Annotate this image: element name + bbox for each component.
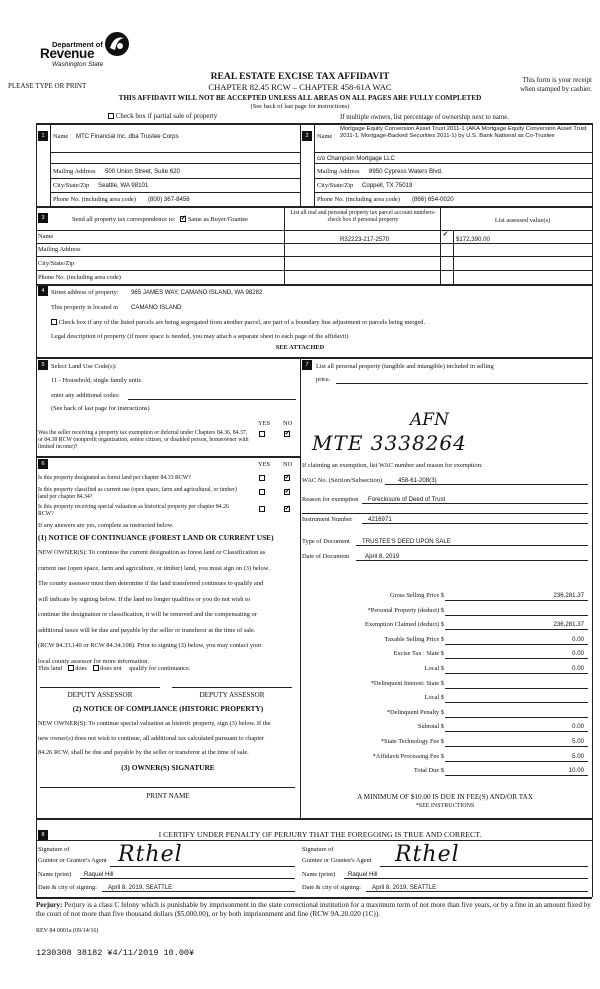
form-border-right-main	[592, 357, 593, 818]
fee-label: Exemption Claimed (deduct) $	[365, 621, 444, 629]
revenue-logo	[40, 31, 135, 71]
fee-label: Subtotal $	[417, 723, 444, 731]
grantor-signature[interactable]: Rthel	[118, 842, 183, 867]
notice1-line: NEW OWNER(S): To continue the current designation as forest land or Classification as	[38, 549, 266, 556]
seller-mailing-label: Mailing Address	[53, 168, 96, 175]
sec1-line-3	[50, 178, 300, 179]
notice1-line: will indicate by signing below. If the land no longer qualifies or you do not wish to	[38, 595, 251, 603]
buyer-city-label: City/State/Zip	[317, 182, 354, 189]
legal-description-label: Legal description of property (if more space is needed, you may attach a separate sheet to each page of the affidavit)	[51, 333, 349, 340]
land-use-see-back: (See back of last page for instructions)	[51, 405, 150, 412]
doc-type-label: Type of Document	[302, 538, 350, 545]
fee-value[interactable]: 236,281.37	[553, 592, 584, 599]
does-not-checkbox[interactable]	[93, 665, 99, 671]
partial-sale-row	[108, 112, 217, 120]
qualify-label: qualify for continuance.	[129, 665, 191, 672]
personal-property-checkbox-cell	[443, 233, 449, 241]
parcel-number-value[interactable]: R32223-217-2570	[340, 236, 390, 243]
buyer-phone-label: Phone No. (including area code)	[317, 196, 400, 203]
sec3-line-1	[36, 230, 592, 231]
grantee-agent-label: Grantee or Grantee's Agent	[302, 857, 372, 864]
logo-swirl-icon	[104, 31, 130, 57]
tax-name-label: Name	[38, 233, 54, 240]
historic-yes-cell	[259, 506, 265, 514]
sec1-line-1	[50, 152, 300, 153]
current-use-no-checkbox[interactable]	[284, 489, 290, 495]
land-use-label: Select Land Use Code(s):	[51, 363, 117, 370]
seller-city-label: City/State/Zip	[53, 182, 90, 189]
section-2-number: 2	[302, 131, 312, 141]
fee-label: *Personal Property (deduct) $	[367, 606, 444, 614]
historic-question: Is this property receiving special valuation as historical property per chapter 84.26 RCW?	[38, 504, 229, 517]
land-use-value[interactable]: 11 - Household, single family units	[51, 377, 141, 384]
notice2-line: 84.26 RCW, shall be due and payable by the seller or transferor at the time of sale.	[38, 749, 249, 756]
if-yes-note: If any answers are yes, complete as instructed below.	[38, 522, 174, 529]
seller-phone-value[interactable]: (800) 367-8456	[148, 196, 190, 203]
exemption-no-checkbox[interactable]	[284, 431, 290, 437]
grantee-name-line	[344, 878, 588, 879]
deputy-line-2	[172, 687, 292, 688]
doc-type-value[interactable]: TRUSTEE'S DEED UPON SALE	[362, 538, 451, 545]
personal-property-checkbox[interactable]	[443, 233, 449, 239]
personal-property-line	[336, 383, 588, 384]
this-land-label: This land	[38, 665, 62, 672]
fee-row	[302, 751, 588, 766]
fee-value[interactable]: 10.00	[568, 767, 584, 775]
notice-compliance-title: (2) NOTICE OF COMPLIANCE (HISTORIC PROPERTY)	[72, 704, 264, 713]
historic-no-cell	[284, 506, 290, 514]
deputy-assessor-1: DEPUTY ASSESSOR	[67, 691, 133, 699]
does-checkbox[interactable]	[68, 665, 74, 671]
fee-value[interactable]: 0.00	[572, 650, 584, 658]
fee-value[interactable]: 0.00	[572, 635, 584, 643]
doc-date-value[interactable]: April 8, 2019	[365, 553, 400, 560]
grantee-name-value[interactable]: Raquel Hill	[348, 871, 378, 878]
parcel-list-header: List all real and personal property tax parcel account numbers-check box if personal property	[290, 210, 436, 223]
buyer-co-value[interactable]: c/o Champion Mortgage LLC	[317, 155, 395, 162]
fee-row	[302, 605, 588, 620]
sec3-bottom-border	[36, 284, 592, 286]
current-use-yes-checkbox[interactable]	[259, 489, 265, 495]
fee-line	[445, 600, 588, 601]
fee-value[interactable]: 0.00	[572, 723, 584, 731]
fee-line	[445, 761, 588, 762]
sec8-right-border	[592, 818, 593, 897]
reason-line-1	[362, 503, 588, 504]
does-label: does	[75, 665, 87, 672]
buyer-name-label: Name	[317, 133, 333, 140]
fee-line	[445, 644, 588, 645]
fee-label: *Delinquent Penalty $	[386, 708, 444, 716]
sec4-bottom-border	[36, 357, 592, 359]
fee-label: Taxable Selling Price $	[384, 635, 444, 643]
exemption-yes-cell	[259, 431, 265, 439]
notice-continuance-title: (1) NOTICE OF CONTINUANCE (FOREST LAND OR CURRENT USE)	[38, 533, 274, 542]
see-instructions-note: *SEE INSTRUCTIONS	[415, 803, 475, 809]
sec6-no-header: NO	[283, 461, 293, 468]
see-back-note: (See back of last page for instructions)	[250, 103, 350, 110]
notice1-line: The county assessor must then determine if the land transferred continues to qualify and	[38, 580, 264, 587]
exemption-yes-checkbox[interactable]	[259, 431, 265, 437]
logo-line3: Washington State	[52, 61, 104, 68]
sec3-line-2	[36, 243, 592, 244]
grantee-date-line	[366, 891, 588, 892]
reason-line-2	[302, 513, 588, 514]
forest-yes-checkbox[interactable]	[259, 475, 265, 481]
fee-row	[302, 736, 588, 751]
deputy-assessor-2: DEPUTY ASSESSOR	[199, 691, 265, 699]
fee-row	[302, 765, 588, 780]
notice1-line: current use (open space, farm and agriculture, or timber) land, you must sign on (3) below.	[38, 564, 270, 572]
fee-row	[302, 663, 588, 678]
grantee-name-label: Name (print)	[302, 871, 336, 878]
current-use-no-cell	[284, 489, 290, 497]
sec7-bottom-border	[36, 818, 592, 820]
does-not-label: does not	[100, 665, 122, 672]
sec3-divider-2	[440, 206, 441, 284]
buyer-city-value[interactable]: Coppell, TX 75019	[362, 182, 413, 189]
personal-property-price-label: price.	[316, 376, 331, 383]
sec8-left-border	[36, 818, 37, 897]
wac-line	[385, 484, 588, 485]
sec2-line-4	[314, 192, 592, 193]
sec5-yes-header: YES	[258, 420, 271, 427]
sec-divider-1-2	[300, 123, 301, 206]
sec2-line-1	[314, 152, 592, 153]
notice1-line: additional taxes will be due and payable by the seller or transferor at the time of sale.	[38, 626, 256, 634]
form-number: REV 84 0001a (09/14/16)	[36, 928, 99, 934]
notice2-line: NEW OWNER(S): To continue special valuation as historic property, sign (3) below. If the	[38, 720, 271, 727]
certify-line	[36, 840, 592, 841]
notice1-line: (RCW 84.33.140 or RCW 84.34.108). Prior to signing (3) below, you may contact your	[38, 642, 262, 649]
this-land-row	[38, 665, 190, 673]
assessed-value[interactable]: $172,390.00	[456, 236, 490, 243]
owner-signature-line	[40, 787, 295, 788]
grantor-date-value[interactable]: April 8, 2019, SEATTLE	[108, 884, 173, 891]
handwritten-mte-number: MTE 3338264	[312, 431, 467, 455]
multiple-owners-note: If multiple owners, list percentage of ownership next to name.	[340, 114, 509, 121]
grantee-signature[interactable]: Rthel	[395, 842, 460, 867]
fee-row	[302, 590, 588, 605]
sec1-line-2	[50, 163, 300, 164]
grantee-date-value[interactable]: April 8, 2019, SEATTLE	[372, 884, 437, 891]
seller-mailing-value[interactable]: 500 Union Street, Suite 620	[105, 168, 180, 175]
additional-codes-line	[128, 399, 296, 400]
form-border-right-3	[592, 206, 593, 284]
send-correspondence-label: Send all property tax correspondence to:	[72, 216, 176, 223]
forest-no-checkbox[interactable]	[284, 475, 290, 481]
historic-yes-checkbox[interactable]	[259, 506, 265, 512]
seller-name-value[interactable]: MTC Financial Inc. dba Trustee Corps	[76, 133, 179, 140]
form-warning: THIS AFFIDAVIT WILL NOT BE ACCEPTED UNLESS ALL AREAS ON ALL PAGES ARE FULLY COMPLETED	[118, 94, 482, 102]
seller-city-value[interactable]: Seattle, WA 98101	[98, 182, 149, 189]
partial-sale-label: Check box if partial sale of property	[115, 112, 218, 120]
segregated-checkbox[interactable]	[51, 319, 57, 325]
current-use-question: Is this property classified as current use (open space, farm and agricultural, or timber) land per chapter 84.34?	[38, 487, 237, 500]
fee-value[interactable]: 5.00	[572, 737, 584, 745]
fee-row	[302, 678, 588, 693]
grantor-date-line	[102, 891, 295, 892]
form-title: REAL ESTATE EXCISE TAX AFFIDAVIT	[210, 71, 390, 82]
fee-value[interactable]: 5.00	[572, 752, 584, 760]
fee-table	[302, 590, 588, 780]
sec2-line-3	[314, 178, 592, 179]
fee-label: Local $	[424, 694, 444, 702]
fee-line	[445, 658, 588, 659]
form-border-left-lower	[36, 767, 37, 818]
sec1-line-4	[50, 192, 300, 193]
send-correspondence-row	[72, 216, 248, 224]
fee-row	[302, 648, 588, 663]
grantor-signature-line	[110, 866, 295, 867]
grantee-signature-line	[380, 866, 588, 867]
sec3-left-border	[36, 206, 37, 284]
section-6-number: 6	[38, 459, 48, 469]
street-address-value[interactable]: 965 JAMES WAY, CAMANO ISLAND, WA 98282	[131, 289, 263, 296]
notice-continuance-text	[38, 549, 298, 673]
segregated-row	[51, 319, 425, 327]
tax-mailing-label: Mailing Address	[38, 246, 81, 253]
personal-property-label: List all personal property (tangible and intangible) included in selling	[316, 363, 494, 370]
fee-row	[302, 721, 588, 736]
section-3-number: 3	[38, 213, 48, 223]
instrument-line	[362, 523, 588, 524]
notice1-line: continue the designation or classification, it will be removed and the compensating or	[38, 611, 257, 618]
grantor-date-label: Date & city of signing:	[38, 884, 97, 891]
certify-statement: I CERTIFY UNDER PENALTY OF PERJURY THAT THE FOREGOING IS TRUE AND CORRECT.	[158, 830, 482, 839]
fee-label: Total Due $	[413, 767, 444, 775]
sec4-left-border	[36, 284, 37, 357]
grantee-date-label: Date & city of signing:	[302, 884, 361, 891]
doc-date-label: Date of Document	[302, 553, 350, 560]
form-border-right-top	[592, 123, 593, 206]
exemption-question: Was the seller receiving a property tax exemption or deferral under Chapters 84.36, 84.37, or 84.38 RCW (nonprofit organization, senior citizen, or disabled person, homeowner with limited income)?	[38, 430, 249, 450]
assessed-value-header: List assessed value(s)	[494, 217, 551, 224]
seller-name-label: Name	[53, 133, 69, 140]
partial-sale-checkbox[interactable]	[108, 113, 114, 119]
fee-line	[445, 775, 588, 776]
current-use-yes-cell	[259, 489, 265, 497]
located-in-value[interactable]: CAMANO ISLAND	[131, 304, 182, 311]
fee-label: Excise Tax : State $	[393, 650, 444, 658]
fee-line	[445, 629, 588, 630]
forest-no-cell	[284, 475, 290, 483]
print-name-label: PRINT NAME	[146, 792, 190, 800]
sec5-no-header: NO	[283, 420, 293, 427]
fee-label: Local $	[424, 664, 444, 672]
see-attached-value[interactable]: SEE ATTACHED	[275, 344, 325, 351]
minimum-due-note: A MINIMUM OF $10.00 IS DUE IN FEE(S) AND/OR TAX	[357, 793, 533, 801]
sec3-line-3	[36, 256, 592, 257]
grantor-name-label: Name (print)	[38, 871, 72, 878]
perjury-text: Perjury is a class C felony which is punishable by imprisonment in the state correctional institution for a maximum term of not more than five years, or by a fine in an amount fixed by the court of not more than five thousand dollars ($5,000.00), or by both imprisonment and fine (RCW 9A.20.020 (1C)).	[36, 901, 591, 918]
fee-label: *Delinquent Interest: State $	[370, 679, 444, 687]
fee-line	[445, 746, 588, 747]
segregated-label: Check box if any of the listed parcels are being segregated from another parcel, are part of a boundary line adjustment or parcels being merged.	[58, 319, 426, 326]
notice-compliance-text	[38, 720, 298, 764]
buyer-mailing-label: Mailing Address	[317, 168, 360, 175]
grantor-signature-label: Signature of	[38, 846, 70, 853]
reason-label: Reason for exemption	[302, 496, 359, 503]
located-in-label: This property is located in	[51, 304, 119, 311]
claiming-exemption-label: If claiming an exemption, list WAC number and reason for exemption:	[302, 462, 483, 469]
section-1-number: 1	[38, 131, 48, 141]
fee-line	[445, 717, 588, 718]
fee-line	[445, 615, 588, 616]
section-7-number: 7	[302, 360, 312, 370]
perjury-statement	[36, 901, 592, 919]
forest-land-question: Is this property designated as forest land per chapter 84.33 RCW?	[38, 475, 191, 481]
col-divider-5-7	[300, 357, 301, 818]
doc-type-line	[356, 545, 588, 546]
sec1-left-border	[36, 123, 37, 206]
sec5-bottom-border	[36, 456, 300, 458]
doc-date-line	[356, 560, 588, 561]
buyer-mailing-value[interactable]: 8950 Cypress Waters Blvd.	[369, 168, 443, 175]
tax-city-label: City/State/Zip	[38, 260, 75, 267]
same-as-buyer-checkbox[interactable]	[180, 216, 186, 222]
wac-label: WAC No. (Section/Subsection)	[302, 477, 383, 484]
tax-phone-label: Phone No. (including area code)	[38, 274, 121, 281]
sec2-inner-border	[314, 123, 315, 206]
wac-value[interactable]: 458-61-208(3)	[398, 477, 437, 484]
fee-row	[302, 707, 588, 722]
owner-signature-title: (3) OWNER(S) SIGNATURE	[121, 763, 215, 772]
fee-row	[302, 634, 588, 649]
fee-line	[445, 702, 588, 703]
additional-codes-label: enter any additional codes:	[51, 392, 120, 399]
fee-row	[302, 619, 588, 634]
sec4-right-border	[592, 284, 593, 357]
receipt-note-1: This form is your receipt	[522, 76, 592, 84]
notice1-line: local county assessor for more information.	[38, 657, 150, 665]
exemption-no-cell	[284, 431, 290, 439]
sec1-inner-border	[50, 123, 51, 206]
historic-no-checkbox[interactable]	[284, 506, 290, 512]
sec3-divider	[284, 206, 285, 284]
instrument-label: Instrument Number	[302, 516, 353, 523]
notice2-line: new owner(s) does not wish to continue, all additional tax calculated pursuant to chapter	[38, 734, 265, 742]
receipt-note-2: when stamped by cashier.	[520, 85, 592, 93]
buyer-name-value[interactable]: Mortgage Equity Conversion Asset Trust 2011-1 (AKA Mortgage Equity Conversion Asset Trust 2011-1, Mortgage-Backed Securities 2011-1) by U.S. Bank National as Co-Trustee	[340, 126, 587, 139]
section-5-number: 5	[38, 360, 48, 370]
buyer-phone-value[interactable]: (866) 654-0020	[412, 196, 454, 203]
please-type-note: PLEASE TYPE OR PRINT	[8, 82, 87, 90]
fee-label: *Affidavit Processing Fee $	[372, 752, 444, 760]
handwritten-afn: AFN	[410, 410, 449, 430]
logo-line1: Department of	[52, 40, 103, 49]
sec2-line-2	[314, 163, 592, 164]
instrument-value[interactable]: 4216971	[368, 516, 392, 523]
reason-value[interactable]: Foreclosure of Deed of Trust	[368, 496, 446, 503]
fee-label: Gross Selling Price $	[389, 592, 444, 599]
forest-yes-cell	[259, 475, 265, 483]
fee-row	[302, 692, 588, 707]
sec6-yes-header: YES	[258, 461, 271, 468]
grantor-name-value[interactable]: Raquel Hill	[84, 871, 114, 878]
section-4-number: 4	[38, 286, 48, 296]
sec3-divider-3	[453, 230, 454, 284]
sec8-bottom-border	[36, 897, 592, 899]
seller-phone-label: Phone No. (including area code)	[53, 196, 136, 203]
fee-line	[445, 731, 588, 732]
grantor-name-line	[80, 878, 295, 879]
fee-value[interactable]: 0.00	[572, 664, 584, 672]
same-as-buyer-label: Same as Buyer/Grantee	[187, 216, 249, 223]
cashier-stamp: 1230308 38182 ¥4/11/2019 10.00¥	[36, 948, 195, 958]
logo-line2: Revenue	[40, 46, 95, 61]
perjury-label: Perjury:	[36, 901, 63, 909]
fee-label: *State Technology Fee $	[380, 737, 444, 745]
sec2-bottom-border	[36, 206, 592, 208]
street-address-label: Street address of property:	[51, 289, 119, 296]
form-chapter: CHAPTER 82.45 RCW – CHAPTER 458-61A WAC	[208, 82, 392, 92]
grantor-agent-label: Grantor or Grantor's Agent	[38, 857, 107, 864]
section-8-number: 8	[38, 830, 48, 840]
fee-value[interactable]: 236,281.37	[553, 621, 584, 629]
deputy-line-1	[40, 687, 160, 688]
sec3-line-4	[36, 270, 592, 271]
grantee-signature-label: Signature of	[302, 846, 334, 853]
fee-line	[445, 688, 588, 689]
fee-line	[445, 673, 588, 674]
